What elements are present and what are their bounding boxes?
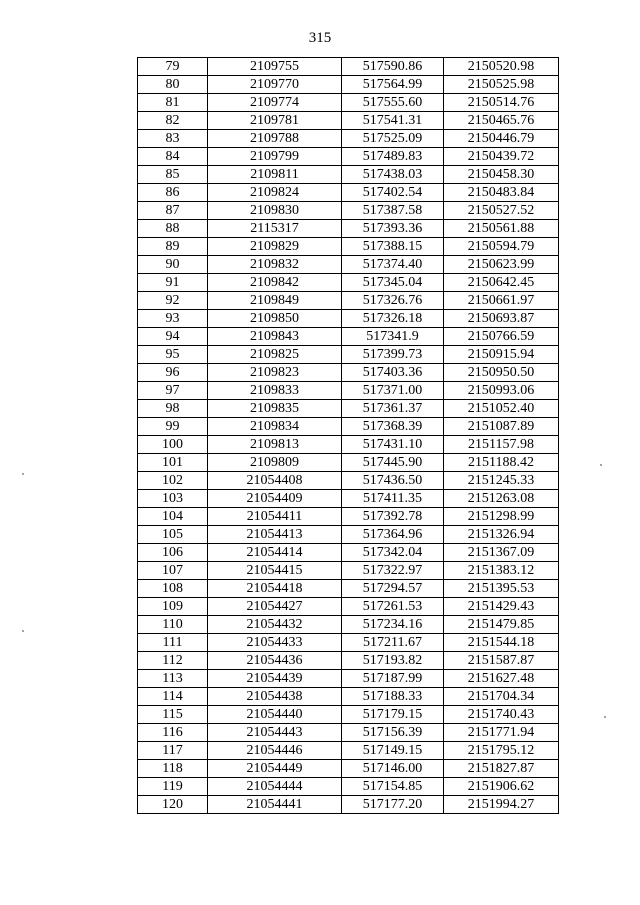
x-coordinate-cell: 517156.39 [342, 724, 444, 742]
table-row [138, 400, 559, 418]
point-number-cell: 86 [138, 184, 208, 202]
table-row [138, 220, 559, 238]
x-coordinate-cell: 517188.33 [342, 688, 444, 706]
y-coordinate-cell: 2150993.06 [444, 382, 559, 400]
table-row [138, 688, 559, 706]
identifier-cell: 21054441 [208, 796, 342, 814]
identifier-cell: 2109774 [208, 94, 342, 112]
identifier-cell: 21054439 [208, 670, 342, 688]
table-row [138, 490, 559, 508]
identifier-cell: 2109829 [208, 238, 342, 256]
y-coordinate-cell: 2150915.94 [444, 346, 559, 364]
table-row [138, 544, 559, 562]
point-number-cell: 79 [138, 58, 208, 76]
x-coordinate-cell: 517555.60 [342, 94, 444, 112]
y-coordinate-cell: 2150465.76 [444, 112, 559, 130]
point-number-cell: 88 [138, 220, 208, 238]
x-coordinate-cell: 517436.50 [342, 472, 444, 490]
identifier-cell: 2109824 [208, 184, 342, 202]
x-coordinate-cell: 517261.53 [342, 598, 444, 616]
y-coordinate-cell: 2151479.85 [444, 616, 559, 634]
identifier-cell: 2109834 [208, 418, 342, 436]
table-row [138, 274, 559, 292]
y-coordinate-cell: 2150623.99 [444, 256, 559, 274]
page-number: 315 [308, 30, 332, 46]
identifier-cell: 21054432 [208, 616, 342, 634]
identifier-cell: 2109809 [208, 454, 342, 472]
identifier-cell: 21054418 [208, 580, 342, 598]
x-coordinate-cell: 517411.35 [342, 490, 444, 508]
identifier-cell: 2109755 [208, 58, 342, 76]
table-row [138, 634, 559, 652]
table-row [138, 94, 559, 112]
x-coordinate-cell: 517211.67 [342, 634, 444, 652]
identifier-cell: 21054438 [208, 688, 342, 706]
y-coordinate-cell: 2151587.87 [444, 652, 559, 670]
table-row [138, 670, 559, 688]
point-number-cell: 109 [138, 598, 208, 616]
table-row [138, 166, 559, 184]
identifier-cell: 21054446 [208, 742, 342, 760]
table-row [138, 328, 559, 346]
x-coordinate-cell: 517177.20 [342, 796, 444, 814]
identifier-cell: 2109849 [208, 292, 342, 310]
y-coordinate-cell: 2150525.98 [444, 76, 559, 94]
coordinates-table-body [138, 58, 559, 814]
identifier-cell: 2109799 [208, 148, 342, 166]
y-coordinate-cell: 2151395.53 [444, 580, 559, 598]
x-coordinate-cell: 517392.78 [342, 508, 444, 526]
y-coordinate-cell: 2151263.08 [444, 490, 559, 508]
x-coordinate-cell: 517525.09 [342, 130, 444, 148]
scan-speck [22, 630, 24, 632]
point-number-cell: 103 [138, 490, 208, 508]
table-row [138, 364, 559, 382]
identifier-cell: 21054409 [208, 490, 342, 508]
table-row [138, 184, 559, 202]
identifier-cell: 2109770 [208, 76, 342, 94]
point-number-cell: 92 [138, 292, 208, 310]
table-row [138, 760, 559, 778]
point-number-cell: 105 [138, 526, 208, 544]
identifier-cell: 2109832 [208, 256, 342, 274]
point-number-cell: 104 [138, 508, 208, 526]
table-row [138, 724, 559, 742]
y-coordinate-cell: 2150439.72 [444, 148, 559, 166]
x-coordinate-cell: 517187.99 [342, 670, 444, 688]
point-number-cell: 110 [138, 616, 208, 634]
x-coordinate-cell: 517402.54 [342, 184, 444, 202]
identifier-cell: 2109781 [208, 112, 342, 130]
y-coordinate-cell: 2150527.52 [444, 202, 559, 220]
identifier-cell: 2109788 [208, 130, 342, 148]
point-number-cell: 97 [138, 382, 208, 400]
x-coordinate-cell: 517374.40 [342, 256, 444, 274]
point-number-cell: 93 [138, 310, 208, 328]
point-number-cell: 82 [138, 112, 208, 130]
x-coordinate-cell: 517234.16 [342, 616, 444, 634]
table-row [138, 778, 559, 796]
table-row [138, 454, 559, 472]
table-row [138, 508, 559, 526]
identifier-cell: 2109811 [208, 166, 342, 184]
y-coordinate-cell: 2151994.27 [444, 796, 559, 814]
y-coordinate-cell: 2151704.34 [444, 688, 559, 706]
x-coordinate-cell: 517326.76 [342, 292, 444, 310]
table-row [138, 256, 559, 274]
point-number-cell: 117 [138, 742, 208, 760]
x-coordinate-cell: 517345.04 [342, 274, 444, 292]
identifier-cell: 21054436 [208, 652, 342, 670]
point-number-cell: 96 [138, 364, 208, 382]
x-coordinate-cell: 517438.03 [342, 166, 444, 184]
identifier-cell: 21054449 [208, 760, 342, 778]
identifier-cell: 2109843 [208, 328, 342, 346]
table-row [138, 526, 559, 544]
identifier-cell: 2109842 [208, 274, 342, 292]
identifier-cell: 2109825 [208, 346, 342, 364]
y-coordinate-cell: 2150594.79 [444, 238, 559, 256]
point-number-cell: 119 [138, 778, 208, 796]
table-row [138, 292, 559, 310]
table-row [138, 346, 559, 364]
y-coordinate-cell: 2151298.99 [444, 508, 559, 526]
point-number-cell: 118 [138, 760, 208, 778]
identifier-cell: 21054413 [208, 526, 342, 544]
y-coordinate-cell: 2151367.09 [444, 544, 559, 562]
table-row [138, 706, 559, 724]
y-coordinate-cell: 2151906.62 [444, 778, 559, 796]
point-number-cell: 100 [138, 436, 208, 454]
table-row [138, 310, 559, 328]
y-coordinate-cell: 2151740.43 [444, 706, 559, 724]
table-row [138, 112, 559, 130]
y-coordinate-cell: 2150458.30 [444, 166, 559, 184]
table-row [138, 616, 559, 634]
x-coordinate-cell: 517445.90 [342, 454, 444, 472]
table-row [138, 796, 559, 814]
identifier-cell: 2109823 [208, 364, 342, 382]
y-coordinate-cell: 2151245.33 [444, 472, 559, 490]
coordinates-table [137, 57, 559, 814]
point-number-cell: 91 [138, 274, 208, 292]
table-row [138, 472, 559, 490]
point-number-cell: 99 [138, 418, 208, 436]
point-number-cell: 87 [138, 202, 208, 220]
x-coordinate-cell: 517361.37 [342, 400, 444, 418]
point-number-cell: 107 [138, 562, 208, 580]
identifier-cell: 21054415 [208, 562, 342, 580]
point-number-cell: 112 [138, 652, 208, 670]
y-coordinate-cell: 2150642.45 [444, 274, 559, 292]
y-coordinate-cell: 2151157.98 [444, 436, 559, 454]
x-coordinate-cell: 517541.31 [342, 112, 444, 130]
table-row [138, 148, 559, 166]
point-number-cell: 95 [138, 346, 208, 364]
x-coordinate-cell: 517341.9 [342, 328, 444, 346]
identifier-cell: 2109833 [208, 382, 342, 400]
y-coordinate-cell: 2151188.42 [444, 454, 559, 472]
x-coordinate-cell: 517368.39 [342, 418, 444, 436]
x-coordinate-cell: 517364.96 [342, 526, 444, 544]
y-coordinate-cell: 2151087.89 [444, 418, 559, 436]
table-row [138, 76, 559, 94]
identifier-cell: 21054408 [208, 472, 342, 490]
x-coordinate-cell: 517393.36 [342, 220, 444, 238]
y-coordinate-cell: 2151052.40 [444, 400, 559, 418]
y-coordinate-cell: 2151383.12 [444, 562, 559, 580]
point-number-cell: 89 [138, 238, 208, 256]
point-number-cell: 98 [138, 400, 208, 418]
x-coordinate-cell: 517371.00 [342, 382, 444, 400]
point-number-cell: 85 [138, 166, 208, 184]
identifier-cell: 2115317 [208, 220, 342, 238]
point-number-cell: 114 [138, 688, 208, 706]
table-row [138, 202, 559, 220]
table-row [138, 58, 559, 76]
point-number-cell: 115 [138, 706, 208, 724]
point-number-cell: 111 [138, 634, 208, 652]
table-row [138, 238, 559, 256]
table-row [138, 130, 559, 148]
y-coordinate-cell: 2150446.79 [444, 130, 559, 148]
identifier-cell: 21054440 [208, 706, 342, 724]
table-row [138, 580, 559, 598]
x-coordinate-cell: 517564.99 [342, 76, 444, 94]
y-coordinate-cell: 2150661.97 [444, 292, 559, 310]
y-coordinate-cell: 2150483.84 [444, 184, 559, 202]
point-number-cell: 94 [138, 328, 208, 346]
identifier-cell: 21054433 [208, 634, 342, 652]
x-coordinate-cell: 517489.83 [342, 148, 444, 166]
point-number-cell: 84 [138, 148, 208, 166]
scan-speck [604, 716, 606, 718]
point-number-cell: 101 [138, 454, 208, 472]
x-coordinate-cell: 517322.97 [342, 562, 444, 580]
point-number-cell: 108 [138, 580, 208, 598]
scan-speck [600, 464, 602, 466]
table-row [138, 652, 559, 670]
y-coordinate-cell: 2151827.87 [444, 760, 559, 778]
y-coordinate-cell: 2150514.76 [444, 94, 559, 112]
identifier-cell: 2109850 [208, 310, 342, 328]
point-number-cell: 120 [138, 796, 208, 814]
y-coordinate-cell: 2150561.88 [444, 220, 559, 238]
point-number-cell: 106 [138, 544, 208, 562]
y-coordinate-cell: 2150766.59 [444, 328, 559, 346]
point-number-cell: 81 [138, 94, 208, 112]
table-row [138, 742, 559, 760]
y-coordinate-cell: 2150950.50 [444, 364, 559, 382]
point-number-cell: 113 [138, 670, 208, 688]
identifier-cell: 21054444 [208, 778, 342, 796]
x-coordinate-cell: 517179.15 [342, 706, 444, 724]
identifier-cell: 2109830 [208, 202, 342, 220]
x-coordinate-cell: 517387.58 [342, 202, 444, 220]
table-row [138, 418, 559, 436]
y-coordinate-cell: 2151544.18 [444, 634, 559, 652]
table-row [138, 598, 559, 616]
x-coordinate-cell: 517388.15 [342, 238, 444, 256]
x-coordinate-cell: 517154.85 [342, 778, 444, 796]
x-coordinate-cell: 517149.15 [342, 742, 444, 760]
table-row [138, 382, 559, 400]
y-coordinate-cell: 2150520.98 [444, 58, 559, 76]
point-number-cell: 80 [138, 76, 208, 94]
x-coordinate-cell: 517294.57 [342, 580, 444, 598]
x-coordinate-cell: 517193.82 [342, 652, 444, 670]
identifier-cell: 21054443 [208, 724, 342, 742]
x-coordinate-cell: 517399.73 [342, 346, 444, 364]
table-row [138, 562, 559, 580]
x-coordinate-cell: 517590.86 [342, 58, 444, 76]
point-number-cell: 116 [138, 724, 208, 742]
y-coordinate-cell: 2151771.94 [444, 724, 559, 742]
table-row [138, 436, 559, 454]
scan-speck [22, 473, 24, 475]
point-number-cell: 90 [138, 256, 208, 274]
x-coordinate-cell: 517431.10 [342, 436, 444, 454]
y-coordinate-cell: 2150693.87 [444, 310, 559, 328]
identifier-cell: 21054411 [208, 508, 342, 526]
identifier-cell: 2109813 [208, 436, 342, 454]
point-number-cell: 83 [138, 130, 208, 148]
identifier-cell: 2109835 [208, 400, 342, 418]
x-coordinate-cell: 517326.18 [342, 310, 444, 328]
identifier-cell: 21054427 [208, 598, 342, 616]
x-coordinate-cell: 517146.00 [342, 760, 444, 778]
y-coordinate-cell: 2151795.12 [444, 742, 559, 760]
point-number-cell: 102 [138, 472, 208, 490]
y-coordinate-cell: 2151627.48 [444, 670, 559, 688]
y-coordinate-cell: 2151429.43 [444, 598, 559, 616]
y-coordinate-cell: 2151326.94 [444, 526, 559, 544]
x-coordinate-cell: 517403.36 [342, 364, 444, 382]
identifier-cell: 21054414 [208, 544, 342, 562]
x-coordinate-cell: 517342.04 [342, 544, 444, 562]
